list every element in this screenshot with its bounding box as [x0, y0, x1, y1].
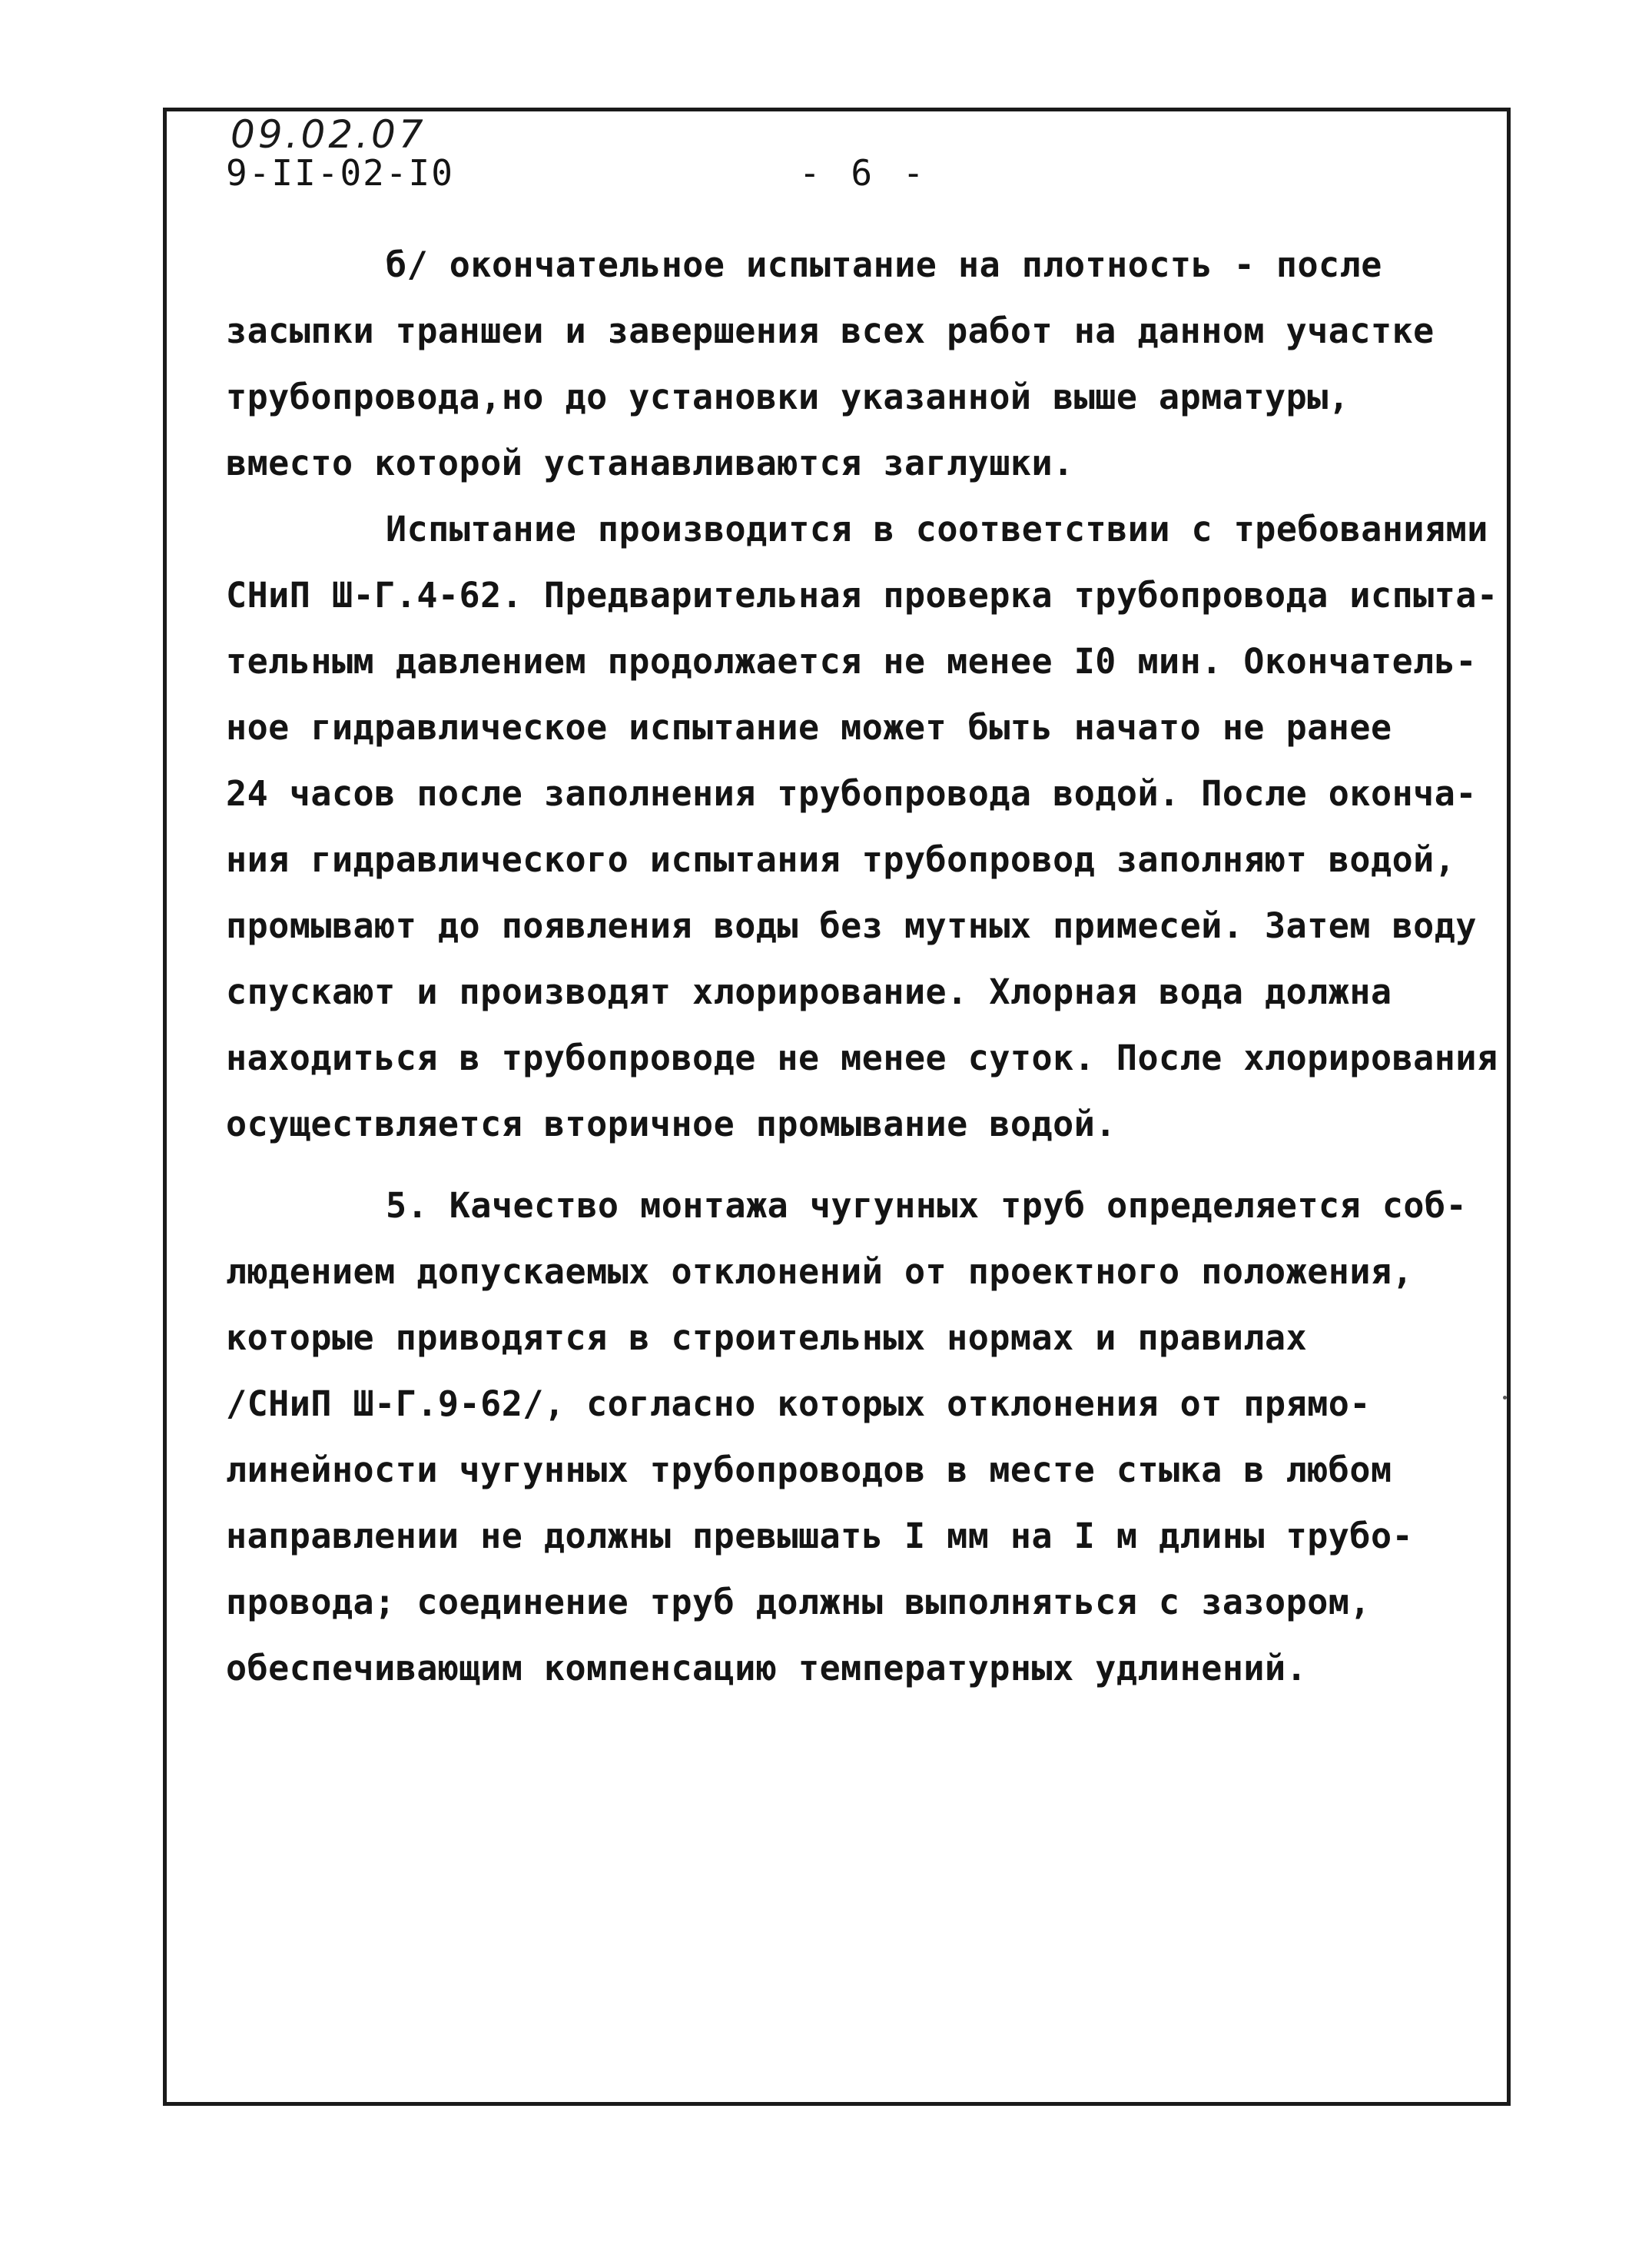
text-line: 24 часов после заполнения трубопровода водой. После оконча-	[226, 773, 1477, 814]
text-line: ное гидравлическое испытание может быть начато не ранее	[226, 707, 1392, 748]
text-line: трубопровода,но до установки указанной выше арматуры,	[226, 377, 1350, 417]
text-line: /СНиП Ш-Г.9-62/, согласно которых отклонения от прямо-	[226, 1383, 1371, 1424]
text-line: линейности чугунных трубопроводов в месте стыка в любом	[226, 1449, 1392, 1490]
document-code: 9-II-02-I0	[226, 152, 454, 194]
text-line: б/ окончательное испытание на плотность - после	[386, 244, 1382, 285]
text-line: тельным давлением продолжается не менее I0 мин. Окончатель-	[226, 641, 1477, 682]
text-line: осуществляется вторичное промывание водой.	[226, 1104, 1116, 1144]
text-line: спускают и производят хлорирование. Хлорная вода должна	[226, 971, 1392, 1012]
text-line: засыпки траншеи и завершения всех работ на данном участке	[226, 310, 1435, 351]
paragraph-testing-procedure	[226, 496, 1498, 1157]
text-line: обеспечивающим компенсацию температурных удлинений.	[226, 1648, 1308, 1689]
text-line: вместо которой устанавливаются заглушки.	[226, 443, 1074, 483]
text-line: Испытание производится в соответствии с требованиями	[386, 509, 1488, 550]
text-line: промывают до появления воды без мутных примесей. Затем воду	[226, 905, 1477, 946]
text-line: провода; соединение труб должны выполняться с зазором,	[226, 1582, 1371, 1622]
handwritten-document-code: 09.02.07	[231, 112, 426, 157]
scan-speck	[1503, 1396, 1507, 1400]
text-line: ния гидравлического испытания трубопровод заполняют водой,	[226, 839, 1456, 880]
text-line: СНиП Ш-Г.4-62. Предварительная проверка трубопровода испыта-	[226, 575, 1498, 616]
text-line: людением допускаемых отклонений от проектного положения,	[226, 1251, 1414, 1292]
text-line: находиться в трубопроводе не менее суток. После хлорирования	[226, 1038, 1498, 1078]
text-line: 5. Качество монтажа чугунных труб определяется соб-	[386, 1185, 1468, 1226]
text-line: которые приводятся в строительных нормах и правилах	[226, 1317, 1308, 1358]
page-number: - 6 -	[799, 152, 929, 194]
paragraph-installation-quality	[226, 1173, 1471, 1702]
text-line: направлении не должны превышать I мм на I м длины трубо-	[226, 1516, 1414, 1556]
paragraph-final-test	[226, 232, 1471, 496]
